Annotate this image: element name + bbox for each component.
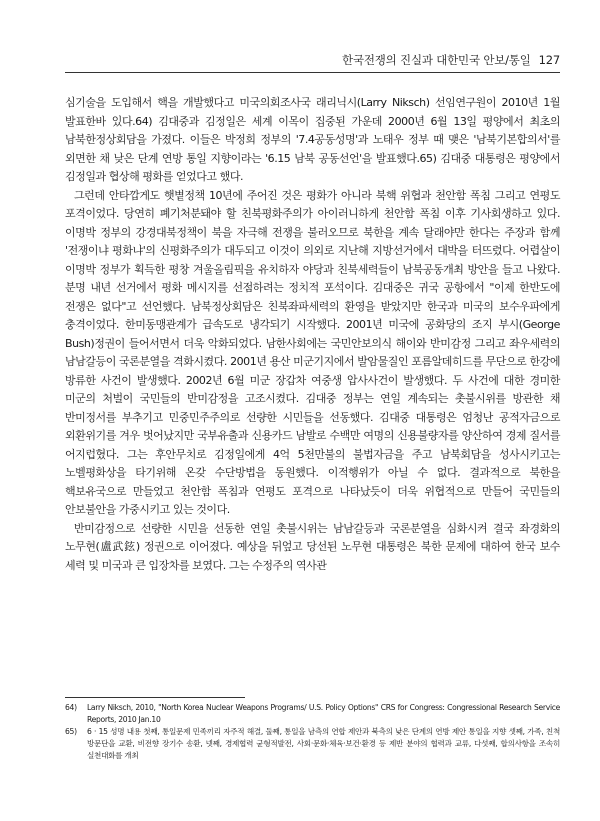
body-text [65, 94, 560, 575]
running-header [342, 52, 560, 68]
footnote-divider [65, 697, 245, 698]
page-number: 127 [538, 53, 560, 67]
footnote-number: 65) [65, 727, 77, 736]
footnote-text: Larry Niksch, 2010, "North Korea Nuclear Weapons Programs/ U.S. Policy Options" CRS for Congress: Congressional Research Service Reports, 2010 Jan.10 [87, 703, 560, 724]
footnote-number: 64) [65, 703, 77, 712]
paragraph-1: 심기술을 도입해서 핵을 개발했다고 미국의회조사국 래리닉시(Larry Niksch) 선임연구원이 2010년 1월 발표한바 있다.64) 김대중과 김정일은 세계 이목이 집중된 가운데 2000년 6월 13일 평양에서 최초의 남북한정상회담을 가졌다. 이들은 박정희 정부의 '7.4공동성명'과 노태우 정부 때 맺은 '남북기본합의서'를 외면한 채 낮은 단계 연방 통일 지향이라는 '6.15 남북 공동선언'을 발표했다.65) 김대중 대통령은 평양에서 김정일과 협상해 평화를 얻었다고 했다. [65, 96, 560, 183]
paragraph-2: 그런데 안타깝게도 햇볕정책 10년에 주어진 것은 평화가 아니라 북핵 위협과 천안함 폭침 그리고 연평도 포격이었다. 당연히 폐기처분돼야 할 친북평화주의가 아이러니하게 천안함 폭침 이후 기사회생하고 있다. 이명박 정부의 강경대북정책이 북을 자극해 전쟁을 불러오므로 북한을 계속 달래야만 한다는 주장과 함께 '전쟁이냐 평화냐'의 신평화주의가 대두되고 이것이 의외로 지난해 지방선거에서 대박을 터뜨렸다. 어렵살이 이명박 정부가 획득한 평창 겨울올림픽을 유치하자 야당과 친북세력들이 남북공동개최 방안을 들고 나왔다. 분명 내년 선거에서 평화 메시지를 선점하려는 정치적 포석이다. 김대중은 귀국 공항에서 "이제 한반도에 전쟁은 없다"고 선언했다. 남북정상회담은 친북좌파세력의 환영을 받았지만 한국과 미국의 보수우파에게 충격이었다. 한미동맹관계가 급속도로 냉각되기 시작했다. 2001년 미국에 공화당의 조지 부시(George Bush)정권이 들어서면서 더욱 악화되었다. 남한사회에는 국민안보의식 해이와 반미감정 그리고 좌우세력의 남남갈등이 국론분열을 격화시켰다. 2001년 용산 미군기지에서 발암물질인 포름알데히드를 무단으로 한강에 방류한 사건이 발생했다. 2002년 6월 미군 장갑차 여중생 압사사건이 발생했다. 두 사건에 대한 경미한 미군의 처벌이 국민들의 반미감정을 고조시켰다. 김대중 정부는 연일 계속되는 촛불시위를 방관한 채 반미정서를 부추기고 민중민주주의로 선량한 시민들을 선동했다. 김대중 대통령은 엄청난 공적자금으로 외환위기를 겨우 벗어났지만 국부유출과 신용카드 남발로 수백만 여명의 신용불량자를 양산하여 경제 질서를 어지럽혔다. 그는 후안무치로 김정일에게 4억 5천만불의 불법자금을 주고 남북회담을 성사시키고는 노벨평화상을 타기위해 온갖 수단방법을 동원했다. 이적행위가 아닐 수 없다. 결과적으로 북한을 핵보유국으로 만들었고 천안함 폭침과 연평도 포격으로 나타났듯이 더욱 위협적으로 만들어 국민들의 안보불안을 가중시키고 있는 것이다. [65, 188, 560, 516]
header-divider [65, 72, 560, 73]
paragraph-3: 반미감정으로 선량한 시민을 선동한 연일 촛불시위는 남남갈등과 국론분열을 심화시켜 결국 좌경화의 노무현(盧武鉉) 정권으로 이어졌다. 예상을 뒤엎고 당선된 노무현 대통령은 북한 문제에 대하여 한국 보수 세력 및 미국과 큰 입장차를 보였다. 그는 수정주의 역사관 [65, 521, 560, 572]
footnote-64 [65, 702, 560, 726]
running-header-title: 한국전쟁의 진실과 대한민국 안보/통일 [342, 53, 531, 67]
footnote-text: 6 · 15 성명 내용 첫째, 통일문제 민족끼리 자주적 해결, 둘째, 통일을 남측의 연합 제안과 북측의 낮은 단계의 연방 제안 통일을 지향 셋째, 가족, 친척 방문단을 교환, 비전향 장기수 송환, 넷째, 경제협력 균형적발전, 사회·문화·체육·보건·환경 등 제반 분야의 협력과 교류, 다섯째, 합의사항을 조속히 실천대화를 개최 [87, 727, 560, 760]
footnotes [65, 702, 560, 762]
footnote-65 [65, 726, 560, 762]
